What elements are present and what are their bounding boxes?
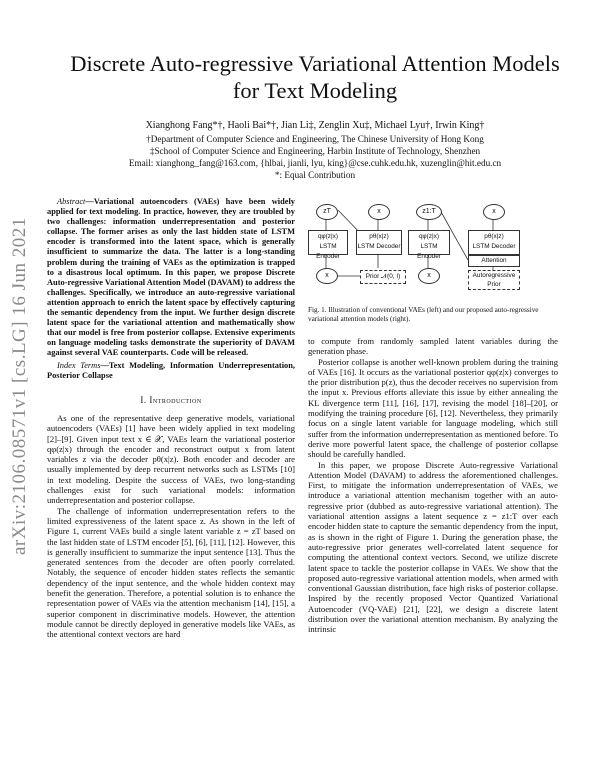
encoder-box-left [308,230,348,260]
intro-paragraph-2: The challenge of information underrepresentation refers to the limited expressiveness of the latent space z. As shown in the left of Figure 1, current VAEs build a single latent variable z = zT based on the last hidden state of LSTM encoder [5], [6], [11], [12]. However, this is generally insufficient to summarize the input sentence [13]. Thus the generated sentences from the decoder are often poorly correlated. Notably, the sequence of encoder hidden states reflects the semantic dependency of the input sentence, and the whole hidden context may benefit the generation. Therefore, a potential solution is to enhance the representation power of VAEs via the attention mechanism [14], [15], a superior component in discriminative models. However, the attention module cannot be directly deployed in generative models like VAEs, as the attentional context vectors are hard [47,505,295,640]
equal-contribution-note: *: Equal Contribution [274,170,356,180]
email-line: Email: xianghong_fang@163.com, {hlbai, jianli, lyu, king}@cse.cuhk.edu.hk, xuzenglin@hit.edu.cn [128,158,502,168]
abstract [47,197,295,359]
index-terms-text: —Text Modeling, Information Underrepresentation, Posterior Collapse [47,360,295,380]
intro-paragraph-1: As one of the representative deep generative models, variational autoencoders (VAEs) [1] have been widely applied in text modeling [2]–[9]. Given input text x ∈ 𝒳, VAEs learn the variational posterior qφ(z|x) through the encoder and reconstruct output x from latent variables z via the decoder pθ(x|z). Both encoder and decoder are usually implemented by deep recurrent networks such as LSTMs [10] in text modeling. Despite the success of VAEs, two long-standing challenges exist for such variational models: information underrepresentation and posterior collapse. [47,412,295,506]
posterior-label-left: qφ(z|x) [317,233,338,240]
likelihood-label-right: pθ(x|z) [484,233,504,240]
lstm-decoder-label-left: LSTM Decoder [357,243,401,250]
latent-zT-node: zT [316,204,338,220]
index-terms [47,361,295,381]
abstract-text: —Variational autoencoders (VAEs) have been widely applied for text modeling. In practice, however, they are troubled by two challenges: information underrepresentation and posterior collapse. The former arises as only the last hidden state of LSTM encoder is transformed into the latent space, which is generally insufficient to summarize the data. The latter is a long-standing problem during the training of VAEs as the optimization is trapped to a disastrous local optimum. In this paper, we propose Discrete Auto-regressive Variational Attention Model (DAVAM) to address the challenges. Specifically, we introduce an auto-regressive variational attention approach to enrich the latent space by effectively capturing the semantic dependency from the input. We further design discrete latent space for the variational attention and mathematically show that our model is free from posterior collapse. Extensive experiments on language modeling tasks demonstrate the superiority of DAVAM against several VAE counterparts. Code will be released. [47,197,295,358]
davam-paragraph: In this paper, we propose Discrete Auto-regressive Variational Attention Model (DAVAM) to address the aforementioned challenges. First, to mitigate the information underrepresentation of VAEs, we introduce a variational attention mechanism together with an auto-regressive prior (dubbed as auto-regressive variational attention). The variational attention assigns a latent sequence z = z1:T over each encoder hidden state to capture the semantic dependency from the input, as is shown in the right of Figure 1. During the generation phase, the auto-regressive prior generates well-correlated latent sequence for computing the attentional context vectors. Second, we utilize discrete latent space to tackle the posterior collapse in VAEs. We show that the proposed auto-regressive variational attention models, when armed with conventional Gaussian distribution, face high risks of posterior collapse. Inspired by the recently proposed Vector Quantized Variational Autoencoder (VQ-VAE) [21], [22], we design a discrete latent distribution over the variational attention mechanism. By analyzing the intrinsic [308,459,558,635]
affiliation-hit: ‡School of Computer Science and Engineering, Harbin Institute of Technology, Shenzhen [149,146,481,156]
posterior-collapse-paragraph: Posterior collapse is another well-known problem during the training of VAEs [16]. It occurs as the variational posterior qφ(z|x) converges to the prior distribution p(z), thus the decoder receives no supervision from the input x. Previous efforts alleviate this issue by either annealing the KL divergence term [11], [16], [17], revising the model [18]–[20], or modifying the training procedure [6], [12]. Nevertheless, they primarily focus on a single latent variable for language modeling, which still suffer from the information underrepresentation as mentioned before. To derive more powerful latent space, the challenge of posterior collapse should be carefully handled. [308,356,558,460]
paper-title: Discrete Auto-regressive Variational Attention Models for Text Modeling [70,51,560,103]
right-column [308,200,558,635]
decoder-box-right [468,230,520,255]
figure-caption: Fig. 1. Illustration of conventional VAEs (left) and our proposed auto-regressive variational attention models (right). [308,306,539,323]
input-x-node-left: x [316,268,338,284]
author-list: Xianghong Fang*†, Haoli Bai*†, Jian Li‡, Zenglin Xu‡, Michael Lyu†, Irwin King† [145,120,485,131]
output-x-node-right: x [483,204,505,220]
index-terms-label: Index Terms [57,360,101,370]
affiliation-cuhk: †Department of Computer Science and Engineering, The Chinese University of Hong Kong [146,134,484,144]
likelihood-label-left: pθ(x|z) [369,233,389,240]
encoder-box-right [408,230,450,260]
posterior-label-right: qφ(z|x) [418,233,439,240]
autoregressive-prior-box: Autoregressive Prior [468,270,520,290]
abstract-label: Abstract [57,197,86,206]
output-x-node-left: x [368,204,390,220]
lstm-encoder-label-left: LSTM Encoder [316,243,340,260]
attention-box: Attention [468,255,520,267]
input-x-node-right: x [418,268,440,284]
arxiv-identifier: arXiv:2106.08571v1 [cs.LG] 16 Jun 2021 [9,217,30,555]
lstm-decoder-label-right: LSTM Decoder [472,243,516,250]
left-column [47,197,295,640]
latent-sequence-node: z1:T [416,204,442,220]
gaussian-prior-box: Prior 𝒩(0, I) [360,270,406,284]
decoder-box-left [356,230,402,255]
lstm-encoder-label-right: LSTM Encoder [417,243,441,260]
figure-1 [308,200,578,330]
section-heading: I. Introduction [140,394,202,405]
intro-continuation: to compute from randomly sampled latent variables during the generation phase. [308,336,558,357]
